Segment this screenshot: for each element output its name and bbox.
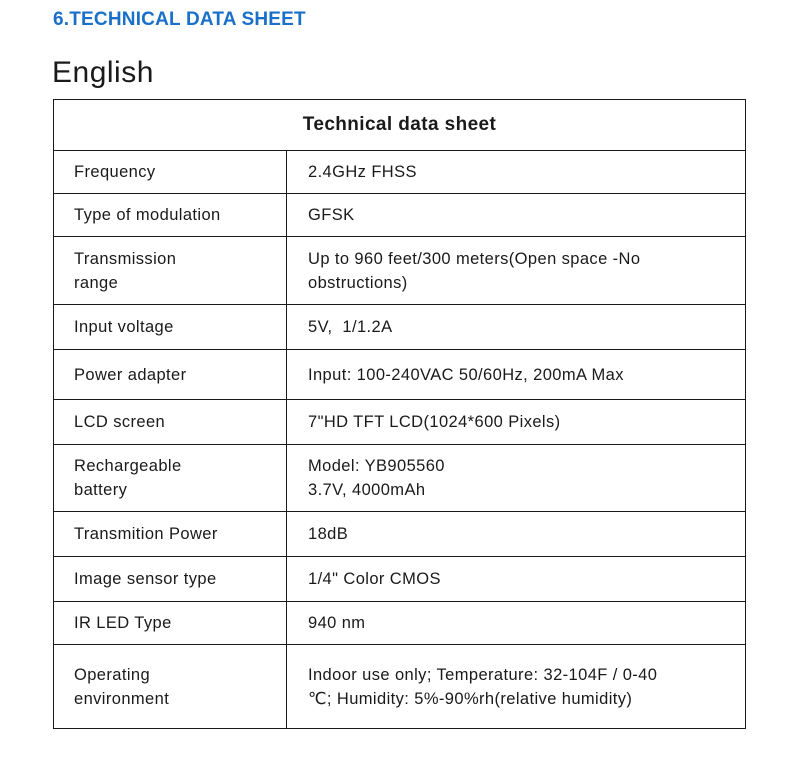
row-value: Model: YB905560 3.7V, 4000mAh [287,445,746,512]
row-label: Transmission range [54,237,287,305]
row-value: 7"HD TFT LCD(1024*600 Pixels) [287,400,746,445]
section-title: 6.TECHNICAL DATA SHEET [53,9,306,30]
row-value: Input: 100-240VAC 50/60Hz, 200mA Max [287,350,746,400]
row-value: 2.4GHz FHSS [287,151,746,194]
row-value: GFSK [287,194,746,237]
row-label: IR LED Type [54,602,287,645]
table-header: Technical data sheet [54,100,746,151]
language-title: English [52,56,154,89]
row-label: Operating environment [54,645,287,729]
row-label: Type of modulation [54,194,287,237]
table-row [54,305,746,350]
table-row [54,194,746,237]
row-value: 5V, 1/1.2A [287,305,746,350]
table-row [54,237,746,305]
table-row [54,602,746,645]
row-label: Frequency [54,151,287,194]
table-row [54,445,746,512]
table-row [54,350,746,400]
table-row [54,557,746,602]
row-value: Up to 960 feet/300 meters(Open space -No obstructions) [287,237,746,305]
row-value: Indoor use only; Temperature: 32-104F / 0-40 ℃; Humidity: 5%-90%rh(relative humidity) [287,645,746,729]
table-row [54,512,746,557]
row-label: Input voltage [54,305,287,350]
row-label: Power adapter [54,350,287,400]
row-value: 1/4" Color CMOS [287,557,746,602]
table-row [54,400,746,445]
row-label: Transmition Power [54,512,287,557]
row-value: 940 nm [287,602,746,645]
table-row [54,645,746,729]
technical-data-table [53,99,746,729]
row-label: Image sensor type [54,557,287,602]
row-label: LCD screen [54,400,287,445]
row-value: 18dB [287,512,746,557]
table-row [54,151,746,194]
table-header-row [54,100,746,151]
row-label: Rechargeable battery [54,445,287,512]
